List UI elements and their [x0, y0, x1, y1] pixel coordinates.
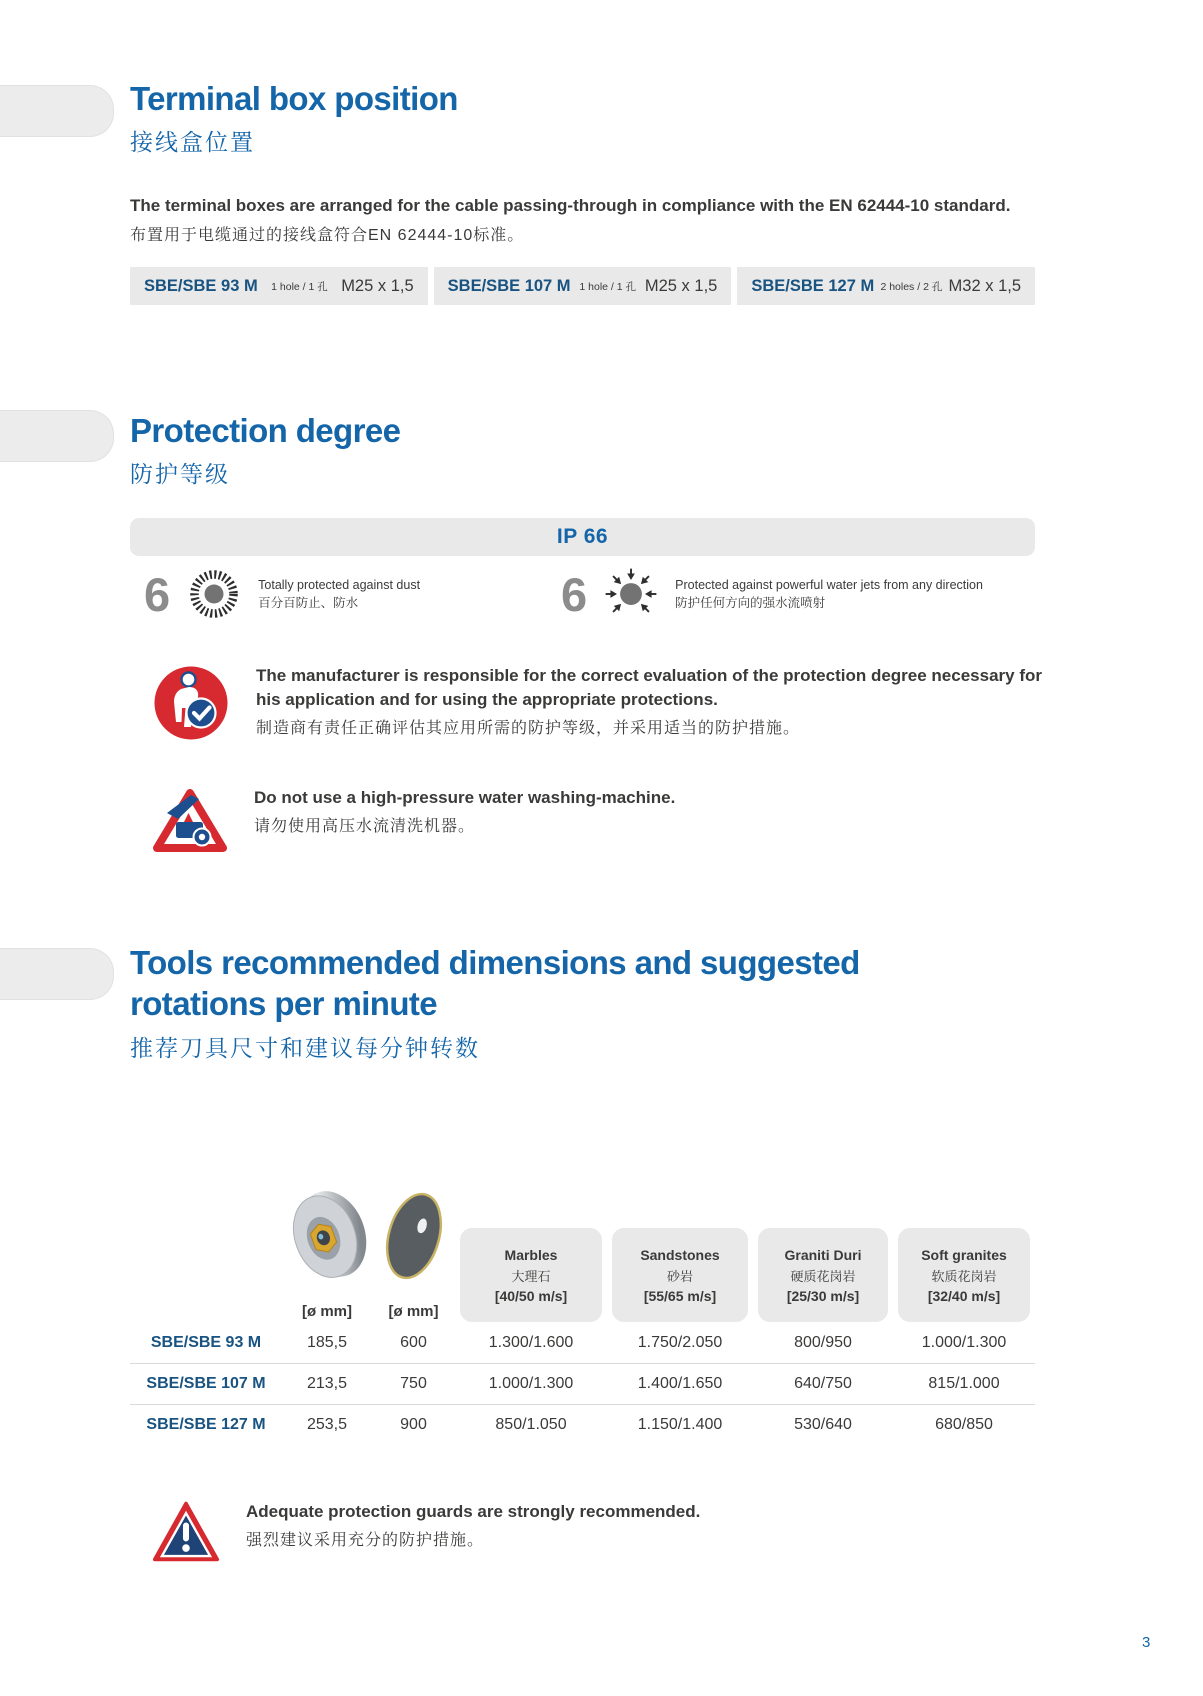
manufacturer-note-en: The manufacturer is responsible for the correct evaluation of the protection degree necessary for his application and for using the appropriate protections. — [256, 666, 1042, 710]
row-diameter: 750 — [400, 1375, 427, 1392]
diameter-label: [ø mm] — [302, 1303, 352, 1320]
tools-table-header — [130, 1120, 1035, 1322]
protection-section-title: Protection degree — [130, 412, 401, 449]
terminal-cell-93m — [130, 267, 428, 305]
terminal-holes: 1 hole / 1 孔 — [579, 280, 637, 293]
terminal-holes: 2 holes / 2 孔 — [880, 280, 943, 293]
material-name-en: Soft granites — [921, 1246, 1007, 1263]
row-rpm: 1.750/2.050 — [637, 1333, 723, 1351]
terminal-intro-en: The terminal boxes are arranged for the cable passing-through in compliance with the EN 62444-10 standard. — [130, 196, 1011, 215]
row-diameter: 600 — [400, 1333, 427, 1351]
section-tab-terminal — [0, 85, 114, 137]
material-name-zh: 硬质花岗岩 — [790, 1268, 856, 1284]
row-rpm: 640/750 — [794, 1375, 852, 1392]
no-pressure-washer-icon — [152, 786, 228, 861]
material-header-marbles — [460, 1228, 602, 1322]
material-header-graniti-duri — [758, 1228, 888, 1322]
row-diameter: 213,5 — [306, 1375, 348, 1392]
row-diameter: 900 — [400, 1416, 427, 1433]
tools-table — [130, 1120, 1035, 1445]
water-jets-icon — [603, 566, 659, 622]
material-name-en: Graniti Duri — [784, 1246, 862, 1263]
table-row — [130, 1322, 1035, 1363]
row-rpm: 1.300/1.600 — [488, 1333, 574, 1351]
material-name-en: Marbles — [504, 1246, 558, 1263]
terminal-section-title: Terminal box position — [130, 80, 458, 117]
row-rpm: 530/640 — [794, 1416, 852, 1433]
protection-section-title-zh: 防护等级 — [130, 460, 230, 487]
ip-digit-explanations — [130, 566, 1035, 622]
terminal-thread: M32 x 1,5 — [948, 276, 1022, 295]
manufacturer-responsibility-icon — [152, 664, 230, 747]
section-tab-protection — [0, 410, 114, 462]
row-rpm: 1.150/1.400 — [637, 1416, 723, 1433]
ip-digit-desc-zh: 防护任何方向的强水流喷射 — [675, 596, 826, 610]
row-rpm: 1.000/1.300 — [488, 1375, 574, 1392]
row-rpm: 1.000/1.300 — [921, 1333, 1007, 1351]
terminal-cell-127m — [737, 267, 1035, 305]
material-speed: [25/30 m/s] — [786, 1287, 860, 1304]
no-washer-note-en: Do not use a high-pressure water washing-machine. — [254, 788, 676, 807]
row-rpm: 800/950 — [794, 1333, 852, 1351]
row-rpm: 680/850 — [935, 1416, 993, 1433]
row-diameter: 253,5 — [306, 1416, 348, 1433]
row-rpm: 1.400/1.650 — [637, 1375, 723, 1392]
tool-flange-image — [280, 1174, 375, 1297]
terminal-model: SBE/SBE 93 M — [144, 276, 258, 295]
terminal-model: SBE/SBE 127 M — [751, 276, 875, 295]
warning-triangle-icon — [152, 1500, 220, 1569]
ip-digit-desc-zh: 百分百防止、防水 — [258, 596, 359, 610]
diameter-label: [ø mm] — [388, 1303, 439, 1320]
page-number: 3 — [1142, 1634, 1151, 1651]
terminal-box-table — [130, 267, 1035, 305]
terminal-holes: 1 hole / 1 孔 — [271, 280, 328, 293]
no-pressure-washer-note — [152, 786, 675, 861]
ip-digit-water — [555, 566, 983, 622]
guards-warning-en: Adequate protection guards are strongly recommended. — [246, 1502, 701, 1521]
terminal-intro-zh: 布置用于电缆通过的接线盒符合EN 62444-10标准。 — [130, 227, 525, 244]
ip-digit-dust — [130, 566, 555, 622]
tool-blade-image — [378, 1174, 450, 1297]
row-model: SBE/SBE 93 M — [150, 1333, 262, 1351]
row-model: SBE/SBE 107 M — [146, 1375, 266, 1392]
table-row — [130, 1404, 1035, 1445]
ip-digit-desc-en: Totally protected against dust — [258, 577, 421, 592]
protection-guards-warning — [152, 1500, 700, 1569]
terminal-thread: M25 x 1,5 — [341, 276, 414, 295]
terminal-thread: M25 x 1,5 — [644, 276, 718, 295]
ip-digit-desc-en: Protected against powerful water jets from any direction — [675, 577, 983, 592]
manufacturer-note-zh: 制造商有责任正确评估其应用所需的防护等级，并采用适当的防护措施。 — [256, 720, 801, 738]
material-name-zh: 大理石 — [511, 1268, 551, 1284]
material-header-sandstones — [612, 1228, 748, 1322]
guards-warning-zh: 强烈建议采用充分的防护措施。 — [246, 1532, 485, 1550]
row-model: SBE/SBE 127 M — [146, 1416, 266, 1433]
ip-digit-value: 6 — [561, 567, 588, 621]
terminal-section-title-zh: 接线盒位置 — [130, 128, 255, 155]
material-speed: [55/65 m/s] — [643, 1287, 717, 1304]
material-speed: [40/50 m/s] — [494, 1287, 568, 1304]
tools-section-title-line1: Tools recommended dimensions and suggested — [130, 944, 860, 981]
dust-particles-icon — [186, 566, 242, 622]
row-rpm: 850/1.050 — [495, 1416, 567, 1433]
no-washer-note-zh: 请勿使用高压水流清洗机器。 — [254, 818, 476, 836]
ip-rating-label: IP 66 — [556, 525, 609, 548]
material-name-zh: 软质花岗岩 — [931, 1268, 997, 1284]
material-header-soft-granites — [898, 1228, 1030, 1322]
terminal-model: SBE/SBE 107 M — [447, 276, 571, 295]
manufacturer-note — [152, 664, 1066, 747]
ip-digit-value: 6 — [144, 567, 171, 621]
material-name-zh: 砂岩 — [666, 1268, 693, 1284]
row-rpm: 815/1.000 — [928, 1375, 1000, 1392]
material-speed: [32/40 m/s] — [927, 1287, 1001, 1304]
tools-section-title-line2: rotations per minute — [130, 984, 438, 1022]
row-diameter: 185,5 — [306, 1333, 348, 1351]
tools-section-title-zh: 推荐刀具尺寸和建议每分钟转数 — [130, 1035, 480, 1062]
material-name-en: Sandstones — [640, 1246, 720, 1263]
table-row — [130, 1363, 1035, 1404]
section-tab-tools — [0, 948, 114, 1000]
terminal-cell-107m — [434, 267, 732, 305]
ip-rating-banner — [130, 518, 1035, 556]
